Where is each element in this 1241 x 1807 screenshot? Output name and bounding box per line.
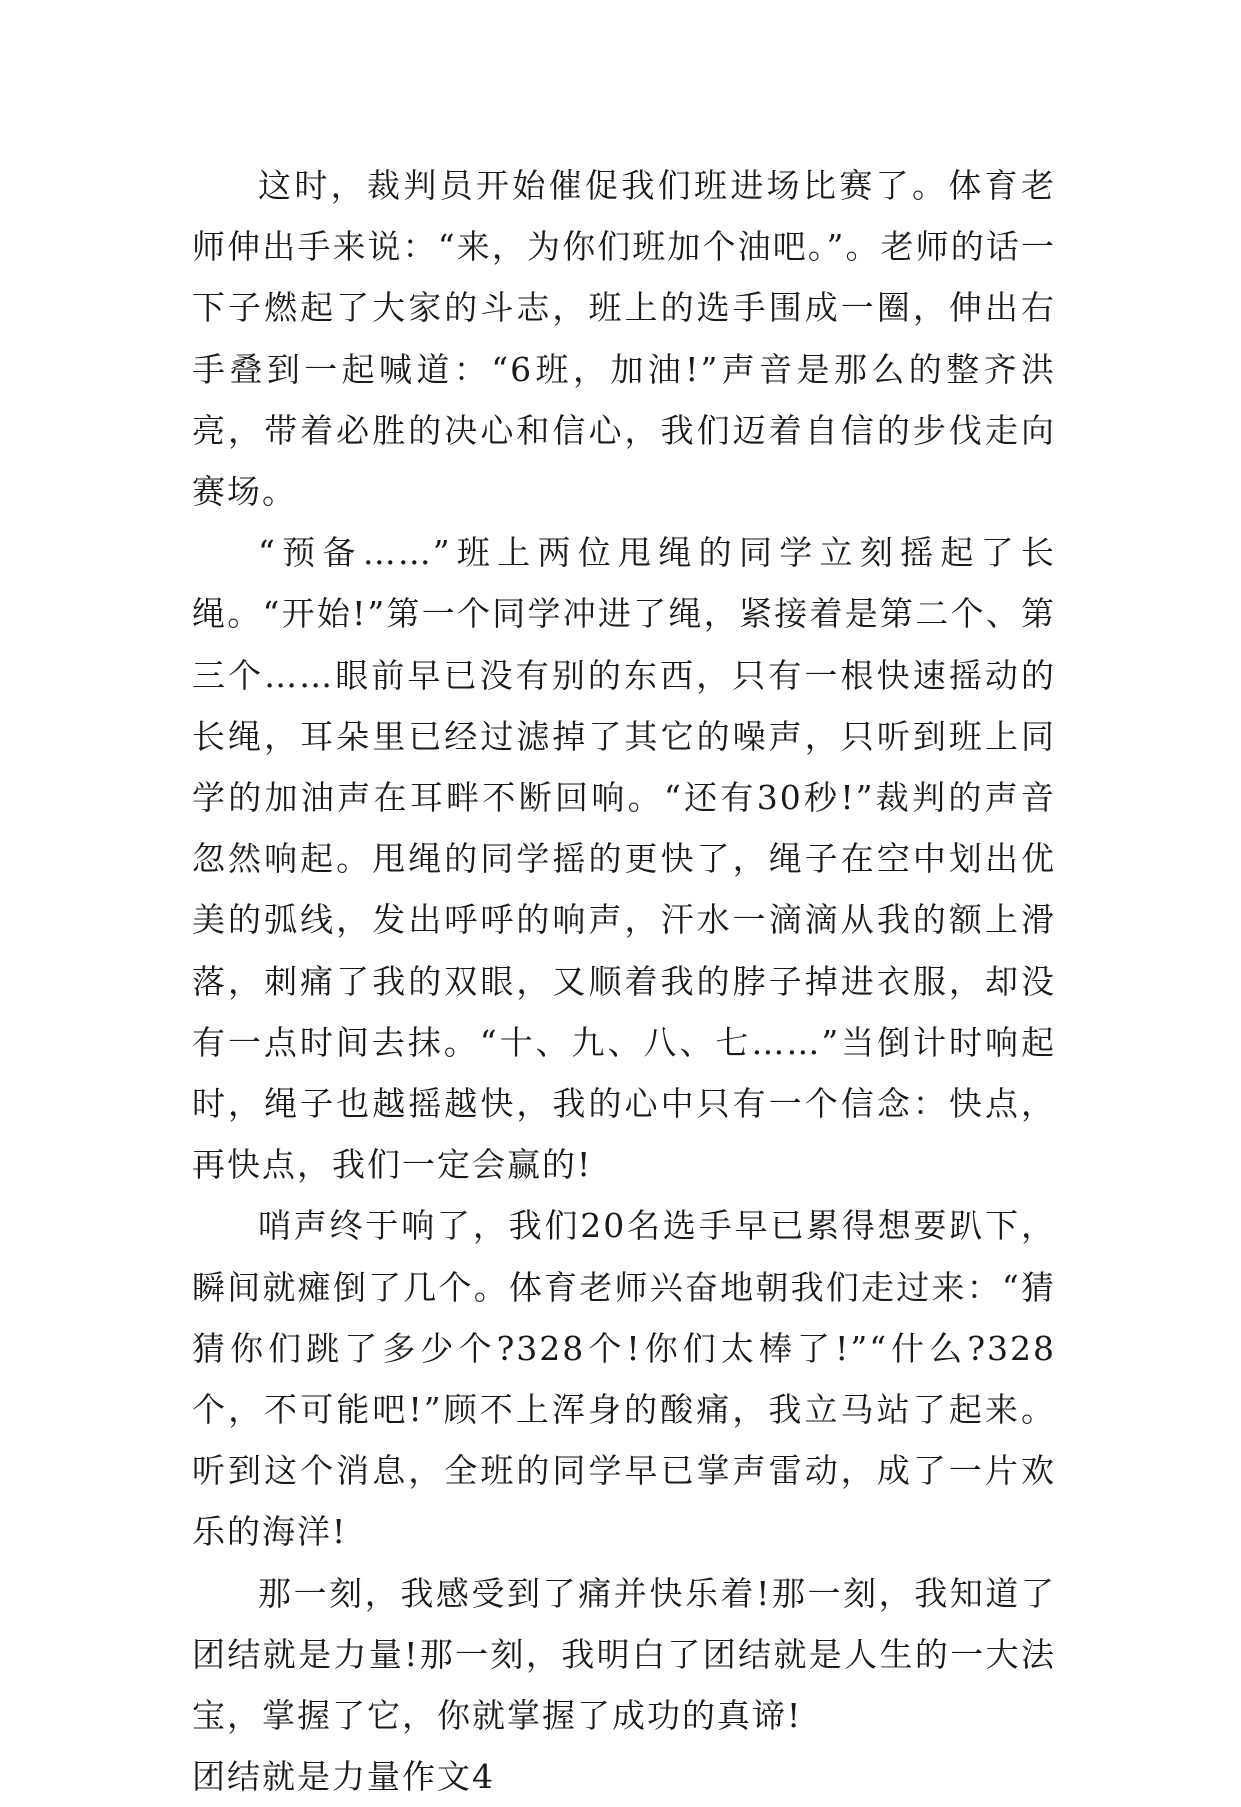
paragraph-result: 哨声终于响了，我们20名选手早已累得想要趴下，瞬间就瘫倒了几个。体育老师兴奋地朝我们走过来：“猜猜你们跳了多少个?328个!你们太棒了!”“什么?328个，不可能吧!”顾不上浑身的酸痛，我立马站了起来。听到这个消息，全班的同学早已掌声雷动，成了一片欢乐的海洋! xyxy=(192,1206,1056,1552)
paragraph-referee-prompt: 这时，裁判员开始催促我们班进场比赛了。体育老师伸出手来说：“来，为你们班加个油吧。”。老师的话一下子燃起了大家的斗志，班上的选手围成一圈，伸出右手叠到一起喊道：“6班，加油!”声音是那么的整齐洪亮，带着必胜的决心和信心，我们迈着自信的步伐走向赛场。 xyxy=(192,166,1056,512)
section-heading: 团结就是力量作文4 xyxy=(192,1757,495,1797)
document-body xyxy=(192,155,1056,1807)
paragraph-conclusion: 那一刻，我感受到了痛并快乐着!那一刻，我知道了团结就是力量!那一刻，我明白了团结就是人生的一大法宝，掌握了它，你就掌握了成功的真谛! xyxy=(192,1573,1056,1736)
paragraph-rope-jumping: “预备……”班上两位甩绳的同学立刻摇起了长绳。“开始!”第一个同学冲进了绳，紧接着是第二个、第三个……眼前早已没有别的东西，只有一根快速摇动的长绳，耳朵里已经过滤掉了其它的噪声，只听到班上同学的加油声在耳畔不断回响。“还有30秒!”裁判的声音忽然响起。甩绳的同学摇的更快了，绳子在空中划出优美的弧线，发出呼呼的响声，汗水一滴滴从我的额上滑落，刺痛了我的双眼，又顺着我的脖子掉进衣服，却没有一点时间去抹。“十、九、八、七……”当倒计时响起时，绳子也越摇越快，我的心中只有一个信念：快点，再快点，我们一定会赢的! xyxy=(192,533,1056,1185)
